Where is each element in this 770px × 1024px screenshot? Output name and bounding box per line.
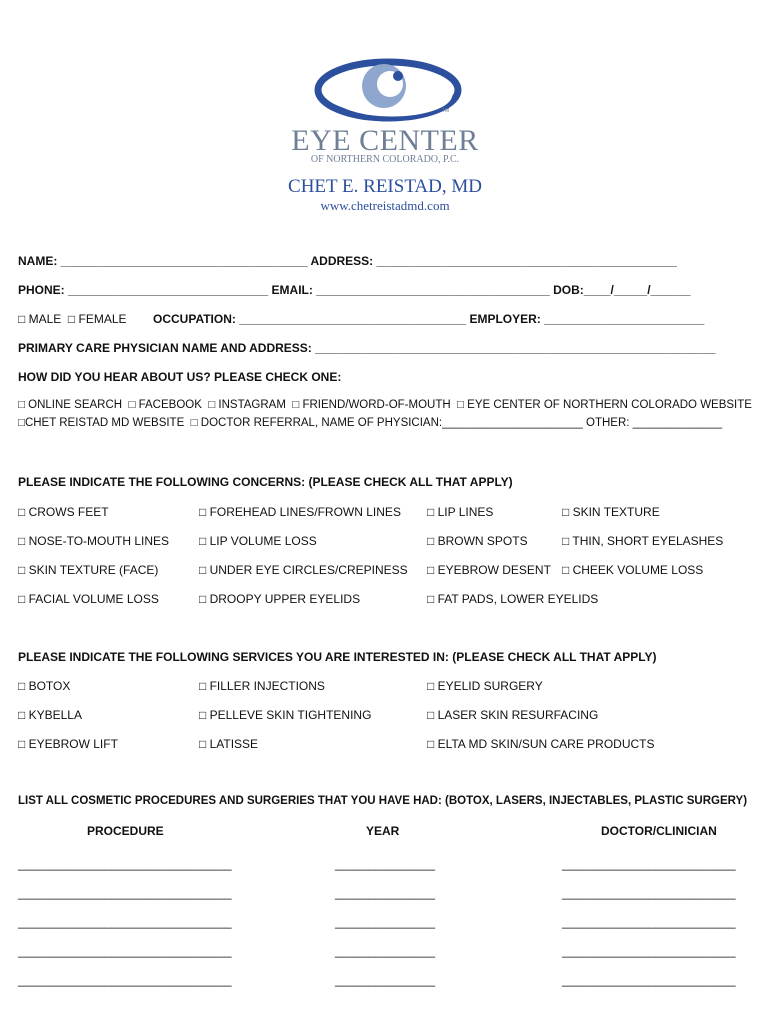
doctor-blank[interactable]: __________________________ <box>562 857 736 871</box>
occupation-employer-line[interactable]: OCCUPATION: __________________________________ EMPLOYER: ________________________ <box>153 312 705 326</box>
concern-checkbox[interactable]: □ UNDER EYE CIRCLES/CREPINESS <box>199 563 408 577</box>
service-checkbox[interactable]: □ LATISSE <box>199 737 259 751</box>
concern-checkbox[interactable]: □ LIP LINES <box>427 505 494 519</box>
concerns-title: PLEASE INDICATE THE FOLLOWING CONCERNS: (PLEASE CHECK ALL THAT APPLY) <box>18 475 513 489</box>
service-checkbox[interactable]: □ KYBELLA <box>18 708 82 722</box>
practice-name: EYE CENTER <box>291 124 479 157</box>
procedure-blank[interactable]: ________________________________ <box>18 973 232 987</box>
procedure-blank[interactable]: ________________________________ <box>18 857 232 871</box>
concern-checkbox[interactable]: □ CHEEK VOLUME LOSS <box>562 563 704 577</box>
concern-checkbox[interactable]: □ FOREHEAD LINES/FROWN LINES <box>199 505 401 519</box>
doctor-column-header: DOCTOR/CLINICIAN <box>601 824 717 838</box>
name-address-line[interactable]: NAME: _____________________________________ ADDRESS: _____________________________________________ <box>18 254 677 268</box>
service-checkbox[interactable]: □ EYELID SURGERY <box>427 679 543 693</box>
hear-about-options-1[interactable]: □ ONLINE SEARCH □ FACEBOOK □ INSTAGRAM □ FRIEND/WORD-OF-MOUTH □ EYE CENTER OF NORTHERN COLORADO WEBSITE <box>18 399 752 411</box>
procedure-blank[interactable]: ________________________________ <box>18 944 232 958</box>
service-checkbox[interactable]: □ LASER SKIN RESURFACING <box>427 708 599 722</box>
service-checkbox[interactable]: □ BOTOX <box>18 679 71 693</box>
hear-about-options-2[interactable]: □CHET REISTAD MD WEBSITE □ DOCTOR REFERRAL, NAME OF PHYSICIAN:______________________ OTHER: ______________ <box>18 417 723 429</box>
concern-checkbox[interactable]: □ EYEBROW DESENT <box>427 563 551 577</box>
concern-checkbox[interactable]: □ LIP VOLUME LOSS <box>199 534 317 548</box>
concern-checkbox[interactable]: □ SKIN TEXTURE <box>562 505 660 519</box>
procedure-blank[interactable]: ________________________________ <box>18 886 232 900</box>
year-blank[interactable]: _______________ <box>335 857 436 871</box>
physician-line[interactable]: PRIMARY CARE PHYSICIAN NAME AND ADDRESS: ____________________________________________________________ <box>18 341 716 355</box>
concern-checkbox[interactable]: □ NOSE-TO-MOUTH LINES <box>18 534 170 548</box>
service-checkbox[interactable]: □ PELLEVE SKIN TIGHTENING <box>199 708 372 722</box>
practice-website: www.chetreistadmd.com <box>320 198 450 213</box>
concern-checkbox[interactable]: □ THIN, SHORT EYELASHES <box>562 534 724 548</box>
service-checkbox[interactable]: □ FILLER INJECTIONS <box>199 679 325 693</box>
year-blank[interactable]: _______________ <box>335 886 436 900</box>
doctor-blank[interactable]: __________________________ <box>562 915 736 929</box>
phone-email-dob-line[interactable]: PHONE: ______________________________ EMAIL: ___________________________________ DOB:____/_____/______ <box>18 283 691 297</box>
doctor-blank[interactable]: __________________________ <box>562 973 736 987</box>
doctor-blank[interactable]: __________________________ <box>562 944 736 958</box>
practice-logo <box>0 0 770 230</box>
concern-checkbox[interactable]: □ DROOPY UPPER EYELIDS <box>199 592 361 606</box>
year-blank[interactable]: _______________ <box>335 915 436 929</box>
concern-checkbox[interactable]: □ SKIN TEXTURE (FACE) <box>18 563 159 577</box>
trademark-mark: TM <box>442 108 450 114</box>
concern-checkbox[interactable]: □ CROWS FEET <box>18 505 109 519</box>
procedure-column-header: PROCEDURE <box>87 824 164 838</box>
doctor-name: CHET E. REISTAD, MD <box>288 176 482 197</box>
year-blank[interactable]: _______________ <box>335 944 436 958</box>
procedure-blank[interactable]: ________________________________ <box>18 915 232 929</box>
practice-subtitle: OF NORTHERN COLORADO, P.C. <box>310 154 460 165</box>
doctor-blank[interactable]: __________________________ <box>562 886 736 900</box>
year-column-header: YEAR <box>366 824 400 838</box>
concern-checkbox[interactable]: □ BROWN SPOTS <box>427 534 528 548</box>
concern-checkbox[interactable]: □ FACIAL VOLUME LOSS <box>18 592 159 606</box>
service-checkbox[interactable]: □ EYEBROW LIFT <box>18 737 118 751</box>
procedures-title: LIST ALL COSMETIC PROCEDURES AND SURGERIES THAT YOU HAVE HAD: (BOTOX, LASERS, INJECTABLES, PLASTIC SURGERY) <box>18 795 748 807</box>
services-title: PLEASE INDICATE THE FOLLOWING SERVICES YOU ARE INTERESTED IN: (PLEASE CHECK ALL THAT APPLY) <box>18 650 657 664</box>
year-blank[interactable]: _______________ <box>335 973 436 987</box>
hear-about-title: HOW DID YOU HEAR ABOUT US? PLEASE CHECK ONE: <box>18 370 342 384</box>
service-checkbox[interactable]: □ ELTA MD SKIN/SUN CARE PRODUCTS <box>427 737 655 751</box>
concern-checkbox[interactable]: □ FAT PADS, LOWER EYELIDS <box>427 592 599 606</box>
gender-checkboxes[interactable]: □ MALE □ FEMALE <box>18 312 127 326</box>
